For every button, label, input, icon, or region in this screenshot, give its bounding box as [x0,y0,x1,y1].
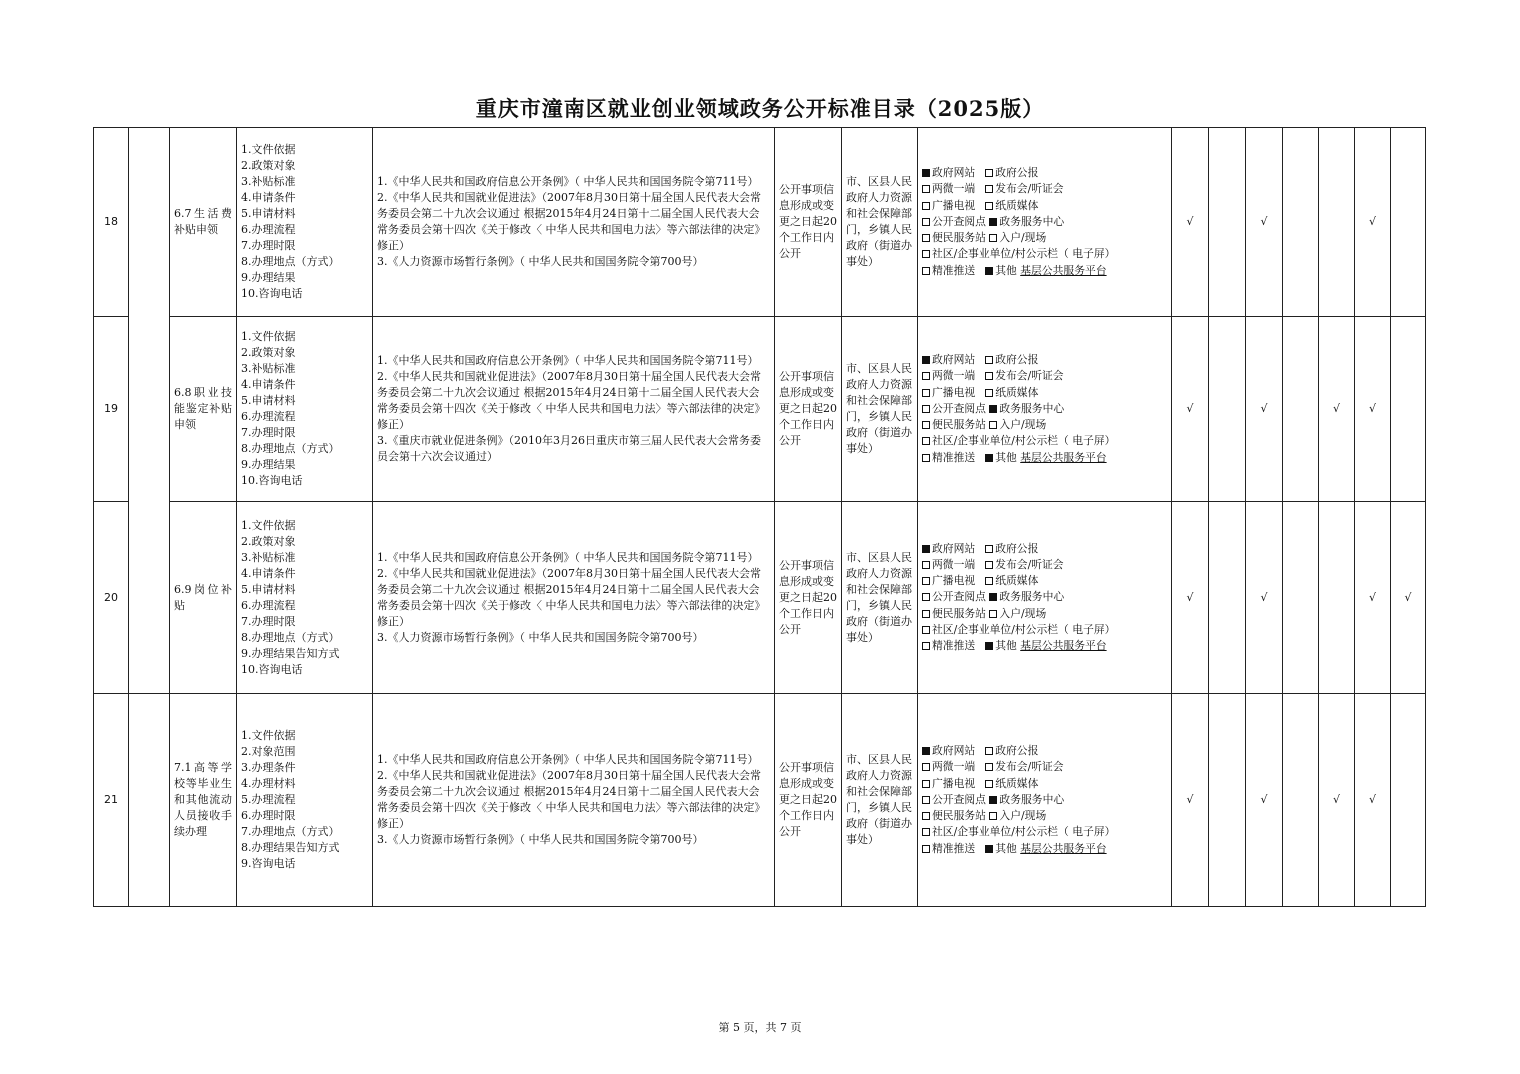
channel-zfwz: 政府网站 [932,541,976,555]
channel-zfgb: 政府公报 [995,541,1039,555]
checkbox-icon [989,234,997,242]
content-line: 8.办理结果告知方式 [241,841,340,854]
channel-sqgsl: 社区/企事业单位/村公示栏（ 电子屏） [932,247,1116,261]
channel-zwfwzx: 政务服务中心 [999,214,1065,228]
table-row [94,128,1426,317]
basis-cell [373,128,775,317]
channel-gkcyd: 公开查阅点 [932,792,986,806]
row-number: 18 [94,128,129,317]
category-cell [129,694,170,907]
check-mark-cell [1391,317,1426,502]
department-cell: 市、区县人民政府人力资源和社会保障部门，乡镇人民政府（街道办事处） [842,502,918,694]
item-name: 6.9岗位补贴 [170,502,237,694]
basis-line: 3.《人力资源市场暂行条例》（ 中华人民共和国国务院令第700号） [377,833,704,846]
check-mark-cell: √ [1246,502,1283,694]
channel-sqgsl: 社区/企事业单位/村公示栏（ 电子屏） [932,622,1116,636]
page-footer: 第 5 页，共 7 页 [718,1021,802,1034]
content-cell [237,502,373,694]
checkbox-icon [922,389,930,397]
check-mark-cell: √ [1391,502,1426,694]
channels-cell [918,694,1172,907]
checkbox-icon [922,405,930,413]
content-line: 9.办理结果告知方式 [241,646,340,660]
channel-sqgsl: 社区/企事业单位/村公示栏（ 电子屏） [932,825,1116,839]
checkbox-icon [989,796,997,804]
timing-cell: 公开事项信息形成或变更之日起20个工作日内公开 [775,694,842,907]
checkbox-icon [922,763,930,771]
channels-cell [918,317,1172,502]
channel-gbds: 广播电视 [932,776,976,790]
channel-zfwz: 政府网站 [932,353,976,367]
channel-lwyd: 两微一端 [932,557,976,571]
checkbox-icon [922,780,930,788]
content-cell [237,317,373,502]
channel-rhxc: 入户/现场 [999,231,1047,245]
checkbox-icon [922,577,930,585]
channels-cell [918,502,1172,694]
checkbox-icon [922,356,930,364]
row-number: 20 [94,502,129,694]
checkbox-icon [985,845,993,853]
content-line: 3.补贴标准 [241,175,296,188]
timing-cell: 公开事项信息形成或变更之日起20个工作日内公开 [775,502,842,694]
content-line: 6.办理时限 [241,809,296,822]
check-mark-cell [1283,694,1319,907]
check-mark-cell: √ [1355,128,1391,317]
row-number: 21 [94,694,129,907]
channel-fbh: 发布会/听证会 [995,760,1064,774]
channel-qt: 其他 [995,450,1017,464]
content-line: 3.办理条件 [241,761,296,774]
channel-rhxc: 入户/现场 [999,809,1047,823]
channel-gbds: 广播电视 [932,574,976,588]
channel-qt: 其他 [995,263,1017,277]
checkbox-icon [922,169,930,177]
channel-qt: 其他 [995,841,1017,855]
channel-zwfwzx: 政务服务中心 [999,401,1065,415]
checkbox-icon [989,421,997,429]
checkbox-icon [985,545,993,553]
check-mark-cell: √ [1319,694,1355,907]
checkbox-icon [922,610,930,618]
item-name: 6.8职业技能鉴定补贴申领 [170,317,237,502]
basis-line: 3.《人力资源市场暂行条例》（ 中华人民共和国国务院令第700号） [377,255,704,268]
basis-line: 3.《人力资源市场暂行条例》（ 中华人民共和国国务院令第700号） [377,630,704,644]
channel-zwfwzx: 政务服务中心 [999,792,1065,806]
check-mark-cell [1209,317,1246,502]
checkbox-icon [922,593,930,601]
content-line: 4.申请条件 [241,191,296,204]
basis-line: 1.《中华人民共和国政府信息公开条例》（ 中华人民共和国国务院令第711号） [377,753,759,766]
content-cell [237,128,373,317]
row-number: 19 [94,317,129,502]
basis-line: 2.《中华人民共和国就业促进法》（2007年8月30日第十届全国人民代表大会常务委员会第二十九次会议通过 根据2015年4月24日第十二届全国人民代表大会常务委员会第十四次《关于修改〈 中华人民共和国电力法〉等六部法律的决定》修正） [377,370,766,431]
checkbox-icon [985,202,993,210]
check-mark-cell: √ [1246,128,1283,317]
channel-jzts: 精准推送 [932,263,976,277]
checkbox-icon [922,747,930,755]
timing-cell: 公开事项信息形成或变更之日起20个工作日内公开 [775,317,842,502]
checkbox-icon [922,437,930,445]
channel-gbds: 广播电视 [932,385,976,399]
channel-zwfwzx: 政务服务中心 [999,590,1065,604]
channel-bmfwz: 便民服务站 [932,418,986,432]
checkbox-icon [989,218,997,226]
channel-zfgb: 政府公报 [995,744,1039,758]
content-line: 10.咨询电话 [241,474,303,487]
content-line: 2.政策对象 [241,534,296,548]
check-mark-cell [1209,128,1246,317]
content-line: 7.办理时限 [241,614,296,628]
channel-zzmt: 纸质媒体 [995,385,1039,399]
check-mark-cell: √ [1172,128,1209,317]
content-line: 7.办理地点（方式） [241,825,340,838]
channel-lwyd: 两微一端 [932,369,976,383]
content-line: 1.文件依据 [241,330,296,343]
checkbox-icon [989,610,997,618]
basis-line: 2.《中华人民共和国就业促进法》（2007年8月30日第十届全国人民代表大会常务委员会第二十九次会议通过 根据2015年4月24日第十二届全国人民代表大会常务委员会第十四次《关于修改〈 中华人民共和国电力法〉等六部法律的决定》修正） [377,769,766,830]
check-mark-cell: √ [1172,317,1209,502]
content-line: 5.申请材料 [241,207,296,220]
item-name: 6.7生活费补贴申领 [170,128,237,317]
check-mark-cell: √ [1355,502,1391,694]
checkbox-icon [985,372,993,380]
content-line: 10.咨询电话 [241,662,303,676]
content-line: 1.文件依据 [241,143,296,156]
check-mark-cell: √ [1355,694,1391,907]
channels-cell [918,128,1172,317]
check-mark-cell: √ [1172,694,1209,907]
channel-qt: 其他 [995,639,1017,652]
checkbox-icon [985,561,993,569]
checkbox-icon [985,577,993,585]
content-line: 4.申请条件 [241,566,296,580]
channel-other-value: 基层公共服务平台 [1020,450,1107,464]
channel-bmfwz: 便民服务站 [932,606,986,620]
table-row [94,502,1426,694]
channel-jzts: 精准推送 [932,639,976,652]
check-mark-cell [1319,502,1355,694]
checkbox-icon [985,747,993,755]
checkbox-icon [922,796,930,804]
checkbox-icon [922,845,930,853]
channel-other-value: 基层公共服务平台 [1020,263,1107,277]
basis-line: 2.《中华人民共和国就业促进法》（2007年8月30日第十届全国人民代表大会常务委员会第二十九次会议通过 根据2015年4月24日第十二届全国人民代表大会常务委员会第十四次《关于修改〈 中华人民共和国电力法〉等六部法律的决定》修正） [377,191,766,252]
checkbox-icon [922,421,930,429]
checkbox-icon [989,405,997,413]
content-line: 9.咨询电话 [241,857,296,870]
channel-zfwz: 政府网站 [932,744,976,758]
content-line: 3.补贴标准 [241,550,296,564]
checkbox-icon [985,356,993,364]
basis-line: 3.《重庆市就业促进条例》（2010年3月26日重庆市第三届人民代表大会常务委员会第十六次会议通过） [377,434,761,463]
content-line: 10.咨询电话 [241,287,303,300]
content-line: 9.办理结果 [241,271,296,284]
channel-jzts: 精准推送 [932,841,976,855]
channel-jzts: 精准推送 [932,450,976,464]
content-line: 8.办理地点（方式） [241,630,340,644]
checkbox-icon [922,812,930,820]
channel-lwyd: 两微一端 [932,182,976,196]
checkbox-icon [922,234,930,242]
channel-sqgsl: 社区/企事业单位/村公示栏（ 电子屏） [932,434,1116,448]
checkbox-icon [922,250,930,258]
channel-gkcyd: 公开查阅点 [932,590,986,604]
channel-zzmt: 纸质媒体 [995,574,1039,588]
check-mark-cell [1283,128,1319,317]
content-line: 6.办理流程 [241,410,296,423]
checkbox-icon [922,202,930,210]
checkbox-icon [985,389,993,397]
check-mark-cell [1391,128,1426,317]
department-cell: 市、区县人民政府人力资源和社会保障部门，乡镇人民政府（街道办事处） [842,128,918,317]
checkbox-icon [989,593,997,601]
content-line: 5.办理流程 [241,793,296,806]
channel-rhxc: 入户/现场 [999,606,1047,620]
channel-zfwz: 政府网站 [932,166,976,180]
content-line: 4.办理材料 [241,777,296,790]
checkbox-icon [922,218,930,226]
check-mark-cell [1209,502,1246,694]
content-line: 9.办理结果 [241,458,296,471]
content-line: 7.办理时限 [241,426,296,439]
content-line: 3.补贴标准 [241,362,296,375]
channel-other-value: 基层公共服务平台 [1020,639,1107,652]
content-line: 2.对象范围 [241,745,296,758]
content-cell [237,694,373,907]
basis-line: 1.《中华人民共和国政府信息公开条例》（ 中华人民共和国国务院令第711号） [377,354,759,367]
check-mark-cell [1283,502,1319,694]
content-line: 7.办理时限 [241,239,296,252]
channel-zfgb: 政府公报 [995,166,1039,180]
channel-fbh: 发布会/听证会 [995,369,1064,383]
catalog-table [93,127,1426,907]
basis-cell [373,694,775,907]
content-line: 2.政策对象 [241,159,296,172]
checkbox-icon [922,561,930,569]
check-mark-cell: √ [1355,317,1391,502]
checkbox-icon [989,812,997,820]
content-line: 4.申请条件 [241,378,296,391]
content-line: 1.文件依据 [241,518,296,532]
check-mark-cell [1319,128,1355,317]
basis-line: 1.《中华人民共和国政府信息公开条例》（ 中华人民共和国国务院令第711号） [377,175,759,188]
channel-fbh: 发布会/听证会 [995,182,1064,196]
table-row [94,317,1426,502]
content-line: 5.申请材料 [241,394,296,407]
check-mark-cell: √ [1319,317,1355,502]
content-line: 8.办理地点（方式） [241,442,340,455]
channel-zzmt: 纸质媒体 [995,198,1039,212]
checkbox-icon [922,642,930,650]
content-line: 5.申请材料 [241,582,296,596]
department-cell: 市、区县人民政府人力资源和社会保障部门，乡镇人民政府（街道办事处） [842,317,918,502]
checkbox-icon [985,185,993,193]
content-line: 8.办理地点（方式） [241,255,340,268]
channel-zzmt: 纸质媒体 [995,776,1039,790]
page-title: 重庆市潼南区就业创业领域政务公开标准目录（2025版） [475,96,1045,121]
channel-rhxc: 入户/现场 [999,418,1047,432]
channel-lwyd: 两微一端 [932,760,976,774]
check-mark-cell [1283,317,1319,502]
checkbox-icon [922,454,930,462]
check-mark-cell: √ [1172,502,1209,694]
basis-cell [373,502,775,694]
timing-cell: 公开事项信息形成或变更之日起20个工作日内公开 [775,128,842,317]
content-line: 6.办理流程 [241,598,296,612]
checkbox-icon [922,185,930,193]
content-line: 1.文件依据 [241,729,296,742]
content-line: 6.办理流程 [241,223,296,236]
table-row [94,694,1426,907]
check-mark-cell [1209,694,1246,907]
department-cell: 市、区县人民政府人力资源和社会保障部门，乡镇人民政府（街道办事处） [842,694,918,907]
checkbox-icon [985,454,993,462]
checkbox-icon [985,642,993,650]
checkbox-icon [922,828,930,836]
checkbox-icon [922,372,930,380]
check-mark-cell: √ [1246,694,1283,907]
check-mark-cell: √ [1246,317,1283,502]
item-name: 7.1高等学校等毕业生和其他流动人员接收手续办理 [170,694,237,907]
basis-cell [373,317,775,502]
checkbox-icon [985,267,993,275]
channel-other-value: 基层公共服务平台 [1020,841,1107,855]
content-line: 2.政策对象 [241,346,296,359]
basis-line: 1.《中华人民共和国政府信息公开条例》（ 中华人民共和国国务院令第711号） [377,550,759,564]
channel-zfgb: 政府公报 [995,353,1039,367]
checkbox-icon [985,780,993,788]
basis-line: 2.《中华人民共和国就业促进法》（2007年8月30日第十届全国人民代表大会常务委员会第二十九次会议通过 根据2015年4月24日第十二届全国人民代表大会常务委员会第十四次《关于修改〈 中华人民共和国电力法〉等六部法律的决定》修正） [377,566,766,628]
checkbox-icon [985,763,993,771]
checkbox-icon [922,626,930,634]
check-mark-cell [1391,694,1426,907]
channel-bmfwz: 便民服务站 [932,809,986,823]
category-cell [129,128,170,694]
checkbox-icon [922,545,930,553]
checkbox-icon [985,169,993,177]
channel-gkcyd: 公开查阅点 [932,214,986,228]
channel-gbds: 广播电视 [932,198,976,212]
channel-fbh: 发布会/听证会 [995,557,1064,571]
channel-bmfwz: 便民服务站 [932,231,986,245]
channel-gkcyd: 公开查阅点 [932,401,986,415]
checkbox-icon [922,267,930,275]
